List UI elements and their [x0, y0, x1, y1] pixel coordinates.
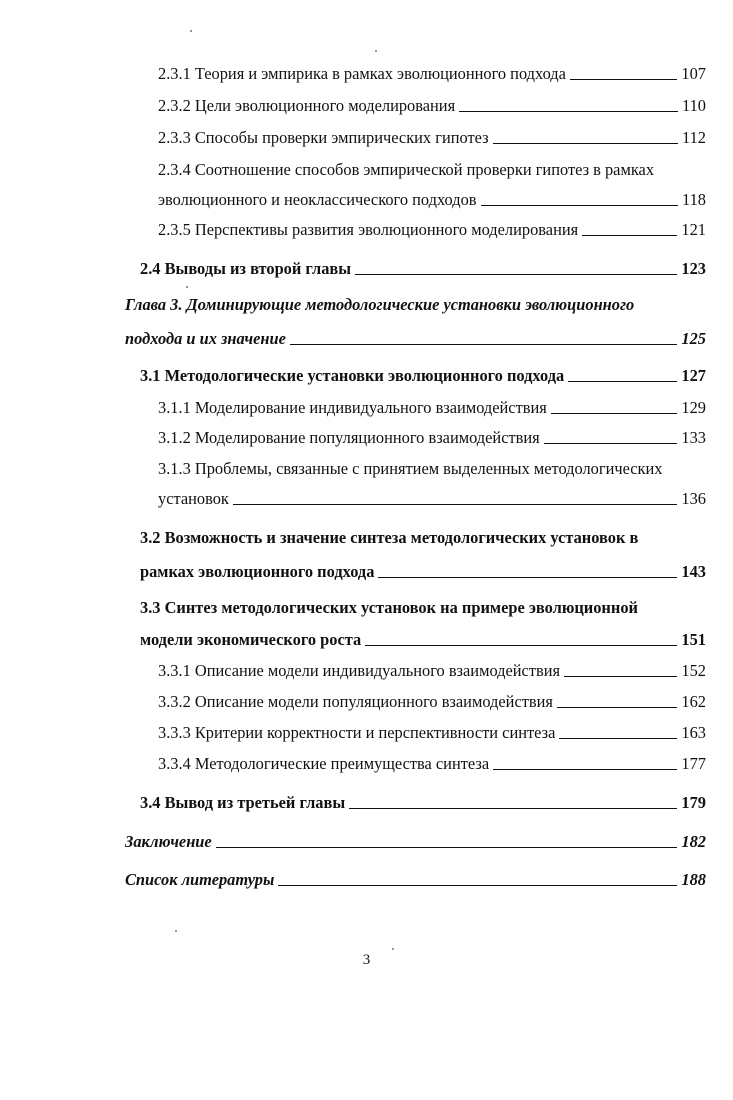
toc-leader — [365, 645, 677, 646]
toc-entry-2-3-4 — [158, 190, 706, 210]
toc-leader — [378, 577, 677, 578]
toc-entry-2-4 — [140, 259, 706, 279]
toc-entry-3-1 — [140, 366, 706, 386]
toc-entry-3-1-3 — [158, 489, 706, 509]
toc-entry-3-3 — [140, 630, 706, 650]
toc-title: 3.3.4 Методологические преимущества синтеза — [158, 754, 490, 773]
toc-title: 2.3.2 Цели эволюционного моделирования — [158, 96, 456, 115]
toc-entry-3-3-4 — [158, 754, 706, 774]
toc-page-number: 127 — [681, 366, 706, 385]
toc-leader — [355, 274, 677, 275]
toc-page-number: 163 — [681, 723, 706, 742]
toc-title: 3.3.1 Описание модели индивидуального взаимодействия — [158, 661, 561, 680]
toc-leader — [570, 79, 677, 80]
toc-title: подхода и их значение — [125, 329, 286, 348]
toc-title: Заключение — [125, 832, 212, 851]
toc-title: модели экономического роста — [140, 630, 362, 649]
toc-leader — [557, 707, 677, 708]
toc-page-number: 188 — [681, 870, 706, 889]
toc-leader — [349, 808, 677, 809]
toc-page-number: 162 — [681, 692, 706, 711]
toc-leader — [582, 235, 677, 236]
toc-entry-3-3-2 — [158, 692, 706, 712]
toc-entry-3-1-1 — [158, 398, 706, 418]
toc-page-number: 151 — [681, 630, 706, 649]
toc-leader — [544, 443, 678, 444]
scan-speck — [186, 286, 188, 288]
toc-page-number: 133 — [681, 428, 706, 447]
toc-page-number: 143 — [681, 562, 706, 581]
toc-title: 3.1.2 Моделирование популяционного взаимодействия — [158, 428, 540, 447]
toc-page-number: 136 — [681, 489, 706, 508]
toc-chapter-3 — [125, 329, 706, 349]
toc-title: рамках эволюционного подхода — [140, 562, 375, 581]
toc-leader — [564, 676, 677, 677]
toc-leader — [568, 381, 677, 382]
toc-entry-3-2 — [140, 562, 706, 582]
toc-page-number: 121 — [681, 220, 706, 239]
toc-page-number: 177 — [681, 754, 706, 773]
toc-title: 2.4 Выводы из второй главы — [140, 259, 352, 278]
toc-leader — [216, 847, 678, 848]
toc-leader — [551, 413, 678, 414]
toc-title: 2.3.5 Перспективы развития эволюционного моделирования — [158, 220, 579, 239]
toc-entry-2-3-3 — [158, 128, 706, 148]
toc-chapter-3-line1: Глава 3. Доминирующие методологические установки эволюционного — [125, 295, 635, 314]
toc-entry-2-3-4-line1: 2.3.4 Соотношение способов эмпирической проверки гипотез в рамках — [158, 160, 655, 179]
toc-leader — [493, 143, 678, 144]
toc-page-number: 152 — [681, 661, 706, 680]
scan-speck — [175, 930, 177, 932]
toc-title: 3.1 Методологические установки эволюционного подхода — [140, 366, 565, 385]
toc-entry-3-3-line1: 3.3 Синтез методологических установок на примере эволюционной — [140, 598, 638, 617]
toc-page-number: 123 — [681, 259, 706, 278]
toc-entry-conclusion — [125, 832, 706, 852]
toc-entry-3-3-3 — [158, 723, 706, 743]
toc-leader — [493, 769, 677, 770]
toc-title: эволюционного и неоклассического подходов — [158, 190, 477, 209]
toc-page-number: 125 — [681, 329, 706, 348]
toc-title: 3.3.2 Описание модели популяционного взаимодействия — [158, 692, 553, 711]
toc-entry-2-3-1 — [158, 64, 706, 84]
toc-leader — [290, 344, 678, 345]
toc-leader — [459, 111, 678, 112]
toc-page-number: 112 — [682, 128, 706, 147]
toc-page-number: 129 — [681, 398, 706, 417]
toc-page-number: 179 — [681, 793, 706, 812]
toc-title: 3.3.3 Критерии корректности и перспективности синтеза — [158, 723, 556, 742]
toc-entry-2-3-2 — [158, 96, 706, 116]
toc-entry-3-3-1 — [158, 661, 706, 681]
toc-title: 2.3.1 Теория и эмпирика в рамках эволюционного подхода — [158, 64, 566, 83]
toc-entry-3-2-line1: 3.2 Возможность и значение синтеза методологических установок в — [140, 528, 639, 547]
toc-leader — [233, 504, 678, 505]
toc-title: 3.1.1 Моделирование индивидуального взаимодействия — [158, 398, 547, 417]
toc-page-number: 110 — [682, 96, 706, 115]
toc-title: 3.4 Вывод из третьей главы — [140, 793, 346, 812]
toc-title: установок — [158, 489, 229, 508]
toc-page-number: 182 — [681, 832, 706, 851]
toc-leader — [278, 885, 677, 886]
scan-speck — [392, 948, 394, 950]
toc-title: Список литературы — [125, 870, 275, 889]
scan-speck — [190, 30, 192, 32]
toc-page-number: 118 — [682, 190, 706, 209]
scan-speck — [375, 50, 377, 52]
toc-entry-3-4 — [140, 793, 706, 813]
toc-page-number: 107 — [681, 64, 706, 83]
toc-entry-3-1-3-line1: 3.1.3 Проблемы, связанные с принятием выделенных методологических — [158, 459, 663, 478]
toc-leader — [559, 738, 677, 739]
toc-entry-2-3-5 — [158, 220, 706, 240]
toc-entry-references — [125, 870, 706, 890]
toc-title: 2.3.3 Способы проверки эмпирических гипотез — [158, 128, 489, 147]
page-number: 3 — [362, 952, 371, 968]
toc-entry-3-1-2 — [158, 428, 706, 448]
toc-leader — [481, 205, 678, 206]
